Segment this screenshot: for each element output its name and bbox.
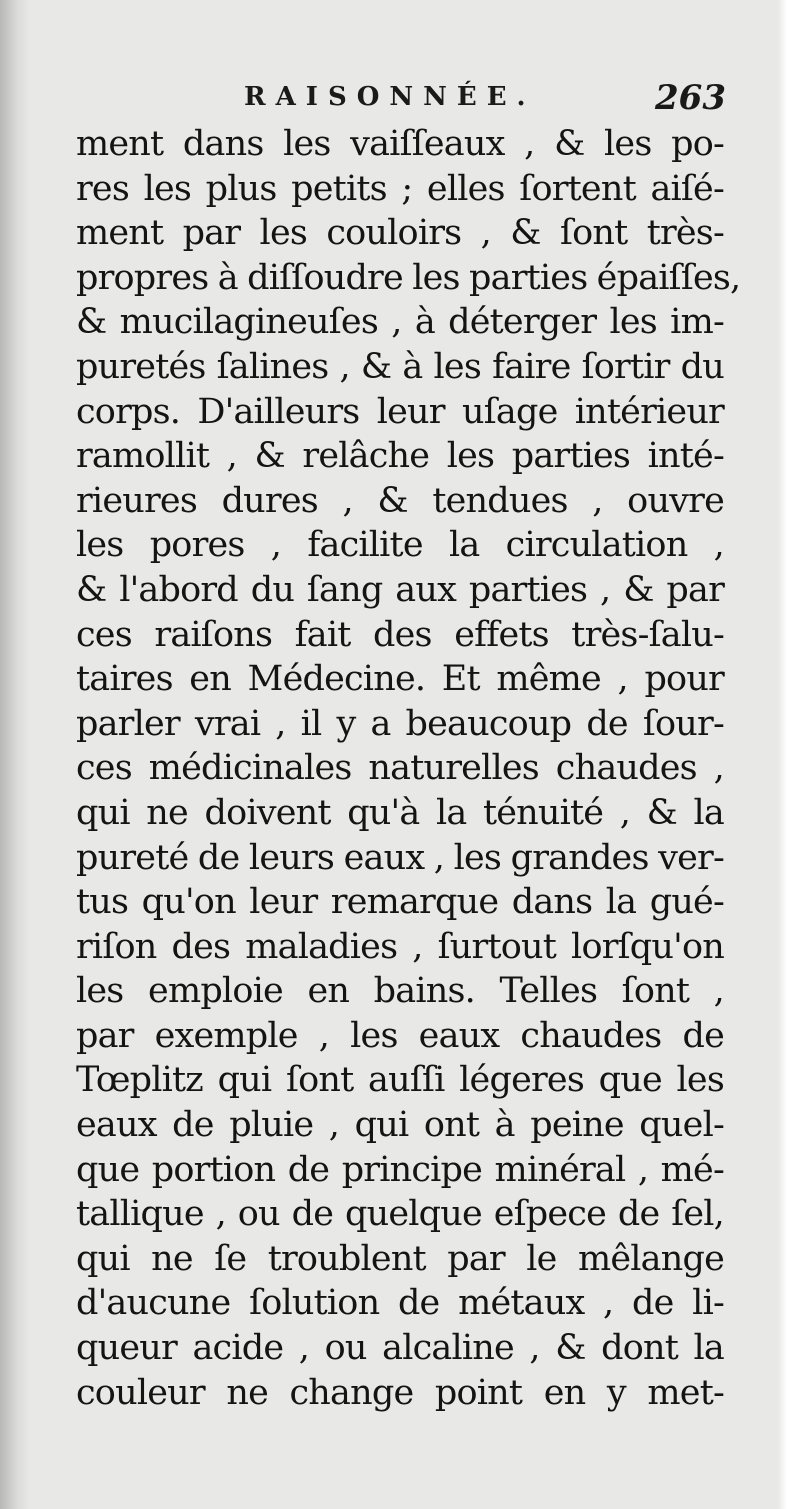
text-line: Tœplitz qui ſont auſſi légeres que les xyxy=(76,1060,724,1101)
text-line: ment dans les vaiſſeaux , & les po- xyxy=(76,124,724,164)
text-line: qui ne doivent qu'à la ténuité , & la xyxy=(76,792,724,833)
text-line: queur acide , ou alcaline , & dont la xyxy=(76,1328,724,1369)
body-text xyxy=(76,122,741,1415)
page-edge xyxy=(778,0,800,1509)
running-head xyxy=(78,78,726,118)
text-line: corps. D'ailleurs leur uſage intérieur xyxy=(76,391,724,432)
text-line: que portion de principe minéral , mé- xyxy=(76,1149,724,1190)
text-line: par exemple , les eaux chaudes de xyxy=(76,1015,724,1056)
text-line: ces médicinales naturelles chaudes , xyxy=(76,748,724,789)
binding-shadow xyxy=(0,0,30,1509)
text-line: qui ne ſe troublent par le mêlange xyxy=(76,1238,724,1279)
text-line: rieures dures , & tendues , ouvre xyxy=(76,480,724,521)
text-line: eaux de pluie , qui ont à peine quel- xyxy=(76,1105,724,1146)
text-line: ment par les couloirs , & ſont très- xyxy=(76,213,724,254)
text-line: puretés ſalines , & à les faire ſortir du xyxy=(76,346,724,387)
running-title: RAISONNÉE. xyxy=(244,82,536,112)
text-line: les pores , facilite la circulation , xyxy=(76,525,724,566)
page-number: 263 xyxy=(655,78,726,118)
text-line: & mucilagineuſes , à déterger les im- xyxy=(76,302,724,343)
text-line: pureté de leurs eaux , les grandes ver- xyxy=(76,837,724,878)
text-line: riſon des maladies , ſurtout lorſqu'on xyxy=(76,926,724,967)
text-line: d'aucune ſolution de métaux , de li- xyxy=(76,1283,724,1324)
text-line: couleur ne change point en y met- xyxy=(76,1372,724,1413)
text-line: res les plus petits ; elles ſortent aiſé- xyxy=(76,168,724,209)
text-line: taires en Médecine. Et même , pour xyxy=(76,659,724,700)
text-line: tus qu'on leur remarque dans la gué- xyxy=(76,882,724,923)
text-line: tallique , ou de quelque eſpece de ſel, xyxy=(76,1194,724,1235)
text-line: ces raiſons fait des effets très-ſalu- xyxy=(76,614,724,655)
text-line: propres à diſſoudre les parties épaiſſes, xyxy=(76,257,741,298)
text-line: & l'abord du ſang aux parties , & par xyxy=(76,569,724,610)
text-line: les emploie en bains. Telles ſont , xyxy=(76,971,724,1012)
text-line: parler vrai , il y a beaucoup de ſour- xyxy=(76,703,724,744)
text-line: ramollit , & relâche les parties inté- xyxy=(76,436,724,477)
